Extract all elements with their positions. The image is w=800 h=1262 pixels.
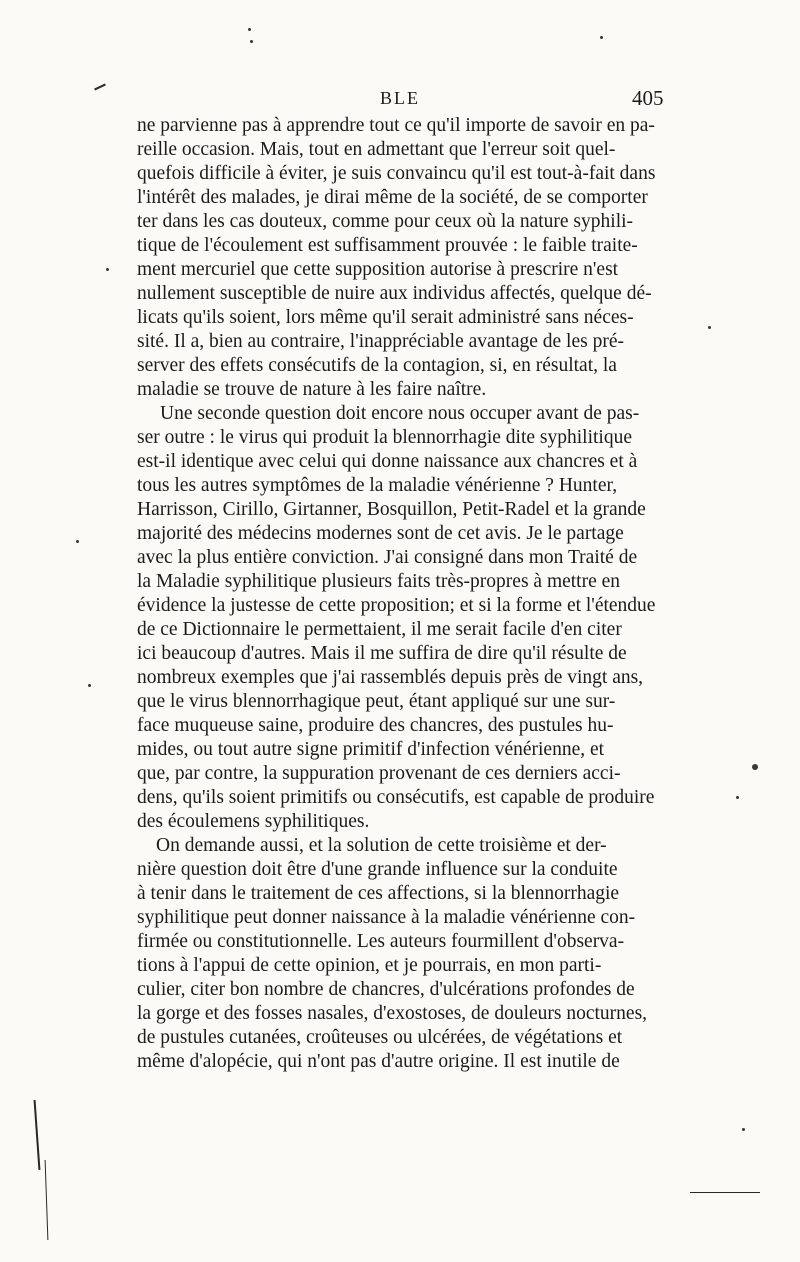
speck	[736, 796, 739, 799]
scan-mark	[34, 1100, 41, 1170]
text-line: ter dans les cas douteux, comme pour ceux où la nature syphili-	[137, 211, 634, 232]
text-line: reille occasion. Mais, tout en admettant que l'erreur soit quel-	[137, 139, 616, 160]
text-line: majorité des médecins modernes sont de cet avis. Je le partage	[137, 523, 624, 544]
text-line: nullement susceptible de nuire aux individus affectés, quelque dé-	[137, 283, 652, 304]
text-line: maladie se trouve de nature à les faire naître.	[137, 379, 487, 400]
text-line: la Maladie syphilitique plusieurs faits très-propres à mettre en	[137, 571, 621, 592]
text-line: dens, qu'ils soient primitifs ou consécutifs, est capable de produire	[137, 787, 655, 808]
text-line: est-il identique avec celui qui donne naissance aux chancres et à	[137, 451, 638, 472]
running-head: BLE	[380, 88, 420, 108]
text-line: licats qu'ils soient, lors même qu'il serait administré sans néces-	[137, 307, 634, 328]
text-line: mides, ou tout autre signe primitif d'infection vénérienne, et	[137, 739, 605, 760]
text-line: même d'alopécie, qui n'ont pas d'autre origine. Il est inutile de	[137, 1051, 620, 1072]
speck	[76, 540, 79, 543]
speck	[88, 684, 91, 687]
scan-mark	[45, 1160, 49, 1240]
text-line: Harrisson, Cirillo, Girtanner, Bosquillon, Petit-Radel et la grande	[137, 499, 646, 520]
speck	[752, 764, 758, 770]
text-line: nombreux exemples que j'ai rassemblés depuis près de vingt ans,	[137, 667, 644, 688]
text-line: On demande aussi, et la solution de cette troisième et der-	[156, 835, 607, 856]
page-number: 405	[632, 86, 664, 110]
speck	[600, 36, 603, 39]
text-line: quefois difficile à éviter, je suis convaincu qu'il est tout-à-fait dans	[137, 163, 656, 184]
text-line: culier, citer bon nombre de chancres, d'ulcérations profondes de	[137, 979, 635, 1000]
text-line: de pustules cutanées, croûteuses ou ulcérées, de végétations et	[137, 1027, 623, 1048]
text-line: syphilitique peut donner naissance à la maladie vénérienne con-	[137, 907, 636, 928]
text-line: tions à l'appui de cette opinion, et je pourrais, en mon parti-	[137, 955, 602, 976]
text-line: ment mercuriel que cette supposition autorise à prescrire n'est	[137, 259, 619, 280]
text-line: sité. Il a, bien au contraire, l'inappréciable avantage de les pré-	[137, 331, 624, 352]
text-line: server des effets consécutifs de la contagion, si, en résultat, la	[137, 355, 617, 376]
speck	[708, 326, 711, 329]
text-line: Une seconde question doit encore nous occuper avant de pas-	[160, 403, 640, 424]
text-line: des écoulemens syphilitiques.	[137, 811, 370, 832]
text-line: que le virus blennorrhagique peut, étant appliqué sur une sur-	[137, 691, 616, 712]
text-line: nière question doit être d'une grande influence sur la conduite	[137, 859, 618, 880]
text-line: ici beaucoup d'autres. Mais il me suffira de dire qu'il résulte de	[137, 643, 627, 664]
text-line: tique de l'écoulement est suffisamment prouvée : le faible traite-	[137, 235, 638, 256]
speck	[248, 28, 251, 31]
text-line: ne parvienne pas à apprendre tout ce qu'il importe de savoir en pa-	[137, 115, 655, 136]
text-line: à tenir dans le traitement de ces affections, si la blennorrhagie	[137, 883, 620, 904]
scan-mark	[690, 1192, 760, 1193]
speck	[742, 1128, 745, 1131]
text-line: avec la plus entière conviction. J'ai consigné dans mon Traité de	[137, 547, 638, 568]
text-line: la gorge et des fosses nasales, d'exostoses, de douleurs nocturnes,	[137, 1003, 648, 1024]
text-line: firmée ou constitutionnelle. Les auteurs fourmillent d'observa-	[137, 931, 625, 952]
speck	[250, 40, 253, 43]
text-line: évidence la justesse de cette proposition; et si la forme et l'étendue	[137, 595, 656, 616]
text-line: l'intérêt des malades, je dirai même de la société, de se comporter	[137, 187, 648, 208]
text-line: face muqueuse saine, produire des chancres, des pustules hu-	[137, 715, 614, 736]
text-line: que, par contre, la suppuration provenant de ces derniers acci-	[137, 763, 621, 784]
text-line: tous les autres symptômes de la maladie vénérienne ? Hunter,	[137, 475, 618, 496]
text-line: de ce Dictionnaire le permettaient, il me serait facile d'en citer	[137, 619, 622, 640]
text-line: ser outre : le virus qui produit la blennorrhagie dite syphilitique	[137, 427, 632, 448]
speck	[106, 268, 109, 271]
